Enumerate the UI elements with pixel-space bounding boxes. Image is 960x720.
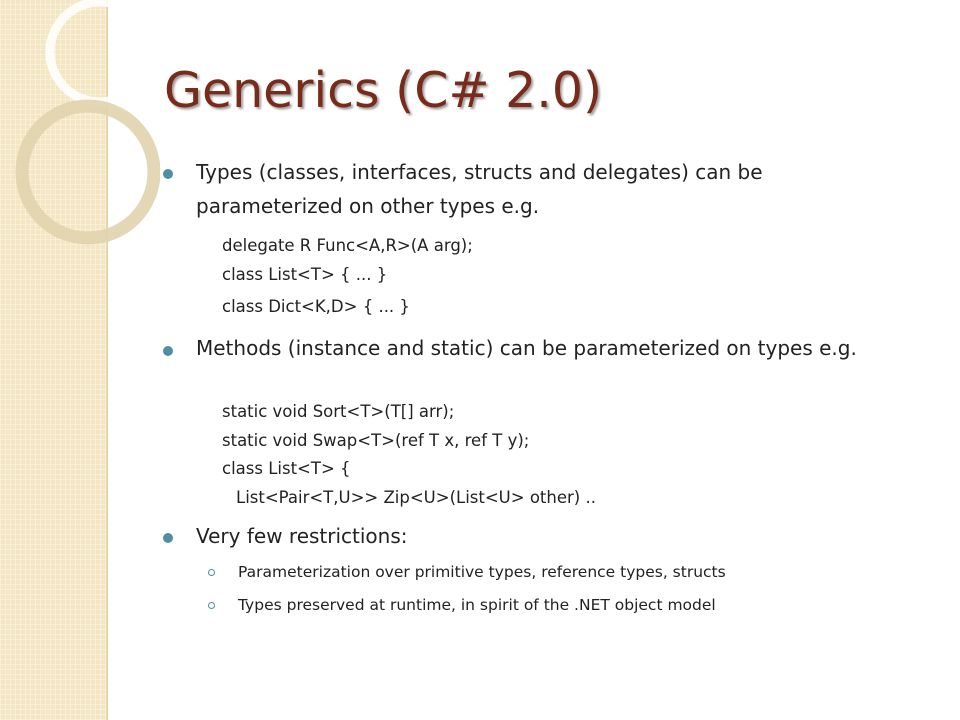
code-line: class List<T> { ... } (222, 265, 388, 284)
bullet-1-line-2: parameterized on other types e.g. (196, 194, 540, 218)
bullet-marker-2 (163, 346, 173, 356)
code-line: class Dict<K,D> { ... } (222, 297, 410, 316)
bullet-marker-1 (163, 169, 173, 179)
bullet-marker-3 (163, 533, 173, 543)
slide-title: Generics (C# 2.0) (164, 62, 603, 119)
sub-bullet-marker (208, 569, 215, 576)
code-line: static void Sort<T>(T[] arr); (222, 402, 455, 421)
code-line: class List<T> { (222, 459, 351, 478)
sub-bullet-1: Parameterization over primitive types, reference types, structs (238, 563, 726, 581)
bullet-3-line-1: Very few restrictions: (196, 524, 408, 548)
code-line: delegate R Func<A,R>(A arg); (222, 236, 473, 255)
bullet-2-line-1: Methods (instance and static) can be parameterized on types e.g. (196, 336, 857, 360)
sub-bullet-marker (208, 602, 215, 609)
decorative-rings (0, 0, 160, 300)
code-line: static void Swap<T>(ref T x, ref T y); (222, 431, 530, 450)
code-line: List<Pair<T,U>> Zip<U>(List<U> other) .. (236, 488, 596, 507)
bullet-1-line-1: Types (classes, interfaces, structs and delegates) can be (196, 160, 763, 184)
sub-bullet-2: Types preserved at runtime, in spirit of the .NET object model (238, 596, 716, 614)
